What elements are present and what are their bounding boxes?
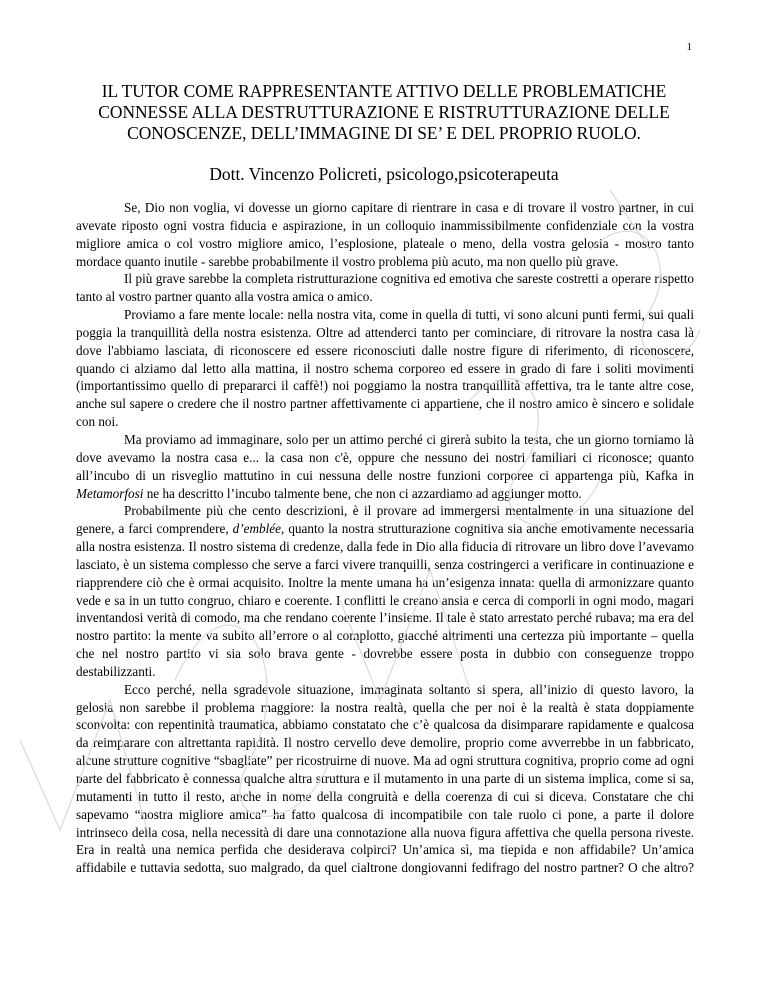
title-line: CONNESSE ALLA DESTRUTTURAZIONE E RISTRUTTURAZIONE DELLE [98,102,670,122]
paragraph-text: quanto la nostra strutturazione cognitiva sia anche emotivamente necessaria alla nostra esistenza. Il nostro sistema di credenze, dalla fede in Dio alla fiducia di ritrovare un libro dove l’avevamo lasciato, è un sistema complesso che serve a farci vivere tranquilli, senza costringerci a verificare in continuazione e riapprendere ciò che è ormai acquisito. Inoltre la mente umana ha un’esigenza innata: quella di armonizzare quanto vede e sa in un tutto congruo, chiaro e coerente. I conflitti le creano ansia e cerca di comporli in ogni modo, magari inventandosi verità di comodo, ma che rendano coerente l’insieme. Il tale è stato arrestato perché rubava; ma era del nostro partito: la mente va subito all’errore o al complotto, giacché altrimenti una certezza più importante – quella che nel nostro partito vi sia solo brava gente - dovrebbe essere posta in dubbio con conseguenze troppo destabilizzanti. [76,521,694,679]
paragraph [76,502,694,680]
paragraph [76,306,694,431]
author-line: Dott. Vincenzo Policreti, psicologo,psicoterapeuta [209,164,559,184]
paragraph-text: Il più grave sarebbe la completa ristrutturazione cognitiva ed emotiva che sareste costretti a operare rispetto tanto al vostro partner quanto alla vostra amica o amico. [76,271,694,305]
paragraph [76,199,694,270]
page-number: 1 [686,41,692,53]
paragraph-text: Se, Dio non voglia, vi dovesse un giorno capitare di rientrare in casa e di trovare il vostro partner, in cui avevate riposto ogni vostra fiducia e aspirazione, in un colloquio inammissibilmente confidenziale con la vostra migliore amica o col vostro migliore amico, l’esplosione, plateale o meno, della vostra gelosia - mostro tanto mordace quanto inutile - sarebbe probabilmente il vostro problema più acuto, ma non quello più grave. [76,200,694,269]
paragraph [76,431,694,502]
italic-text: Metamorfosi [76,485,144,501]
title-line: CONOSCENZE, DELL’IMMAGINE DI SE’ E DEL PROPRIO RUOLO. [127,123,641,143]
paragraph-text: Ma proviamo ad immaginare, solo per un attimo perché ci girerà subito la testa, che un giorno torniamo là dove avevamo la nostra casa e... la casa non c'è, oppure che nessuno dei nostri familiari ci riconosce; quanto all’incubo di un risveglio mattutino in cui nessuna delle nostre funzioni corporee ci appartenga più, Kafka in [76,431,694,483]
paragraph-text: Probabilmente più che cento descrizioni, è il provare ad immergersi mentalmente in una situazione del genere, a farci comprendere, [76,503,694,537]
paragraph [76,270,694,306]
paragraph-text: ne ha descritto l’incubo talmente bene, che non ci azzardiamo ad aggiunger motto. [143,485,582,501]
body-text [76,199,694,877]
title-line: IL TUTOR COME RAPPRESENTANTE ATTIVO DELLE PROBLEMATICHE [101,81,667,101]
paragraph [76,681,694,877]
paragraph-text: Proviamo a fare mente locale: nella nostra vita, come in quella di tutti, vi sono alcuni punti fermi, sui quali poggia la tranquillità della nostra esistenza. Oltre ad attenderci tanto per cominciare, di ritrovare la nostra casa là dove l'abbiamo lasciata, di riconoscere ed essere riconosciuti dalle nostre figure di riferimento, di riconoscere, quando ci alziamo dal letto alla mattina, il nostro schema corporeo ed essere in grado di fare i soliti movimenti (importantissimo quello di prepararci il caffè!) noi poggiamo la nostra tranquillità affettiva, tra le tante altre cose, anche sul sapere o credere che il nostro partner affettivamente ci appartiene, che il nostro amico è sincero e solidale con noi. [76,307,694,430]
italic-text: d’emblée, [232,521,285,537]
paragraph-text: Ecco perché, nella sgradevole situazione, immaginata soltanto si spera, all’inizio di questo lavoro, la gelosia non sarebbe il problema maggiore: la nostra realtà, quella che per noi è la realtà è stata doppiamente sconvolta: con repentinità traumatica, abbiamo constatato che c’è qualcosa da disimparare rapidamente e qualcosa da reimparare con altrettanta rapidità. Il nostro cervello deve demolire, proprio come avverrebbe in un fabbricato, alcune strutture cognitive “sbagliate” per ricostruirne di nuove. Ma ad ogni struttura cognitiva, proprio come ad ogni parte del fabbricato è connessa qualche altra struttura e il mutamento in una parte di un sistema implica, come si sa, mutamenti in tutto il resto, anche in nome della congruità e della coerenza di cui si diceva. Constatare che chi sapevamo “nostra migliore amica” ha fatto qualcosa di incompatibile con tale ruolo ci pone, a parte il dolore intrinseco della cosa, nella necessità di dare una connotazione alla nuova figura affettiva che quella persona riveste. Era in realtà una nemica perfida che desiderava colpirci? Un’amica sì, ma tiepida e non affidabile? Un’amica affidabile e tuttavia sedotta, suo malgrado, da quel cialtrone dongiovanni fedifrago del nostro partner? O che altro? [76,681,694,876]
document-title [70,81,698,144]
